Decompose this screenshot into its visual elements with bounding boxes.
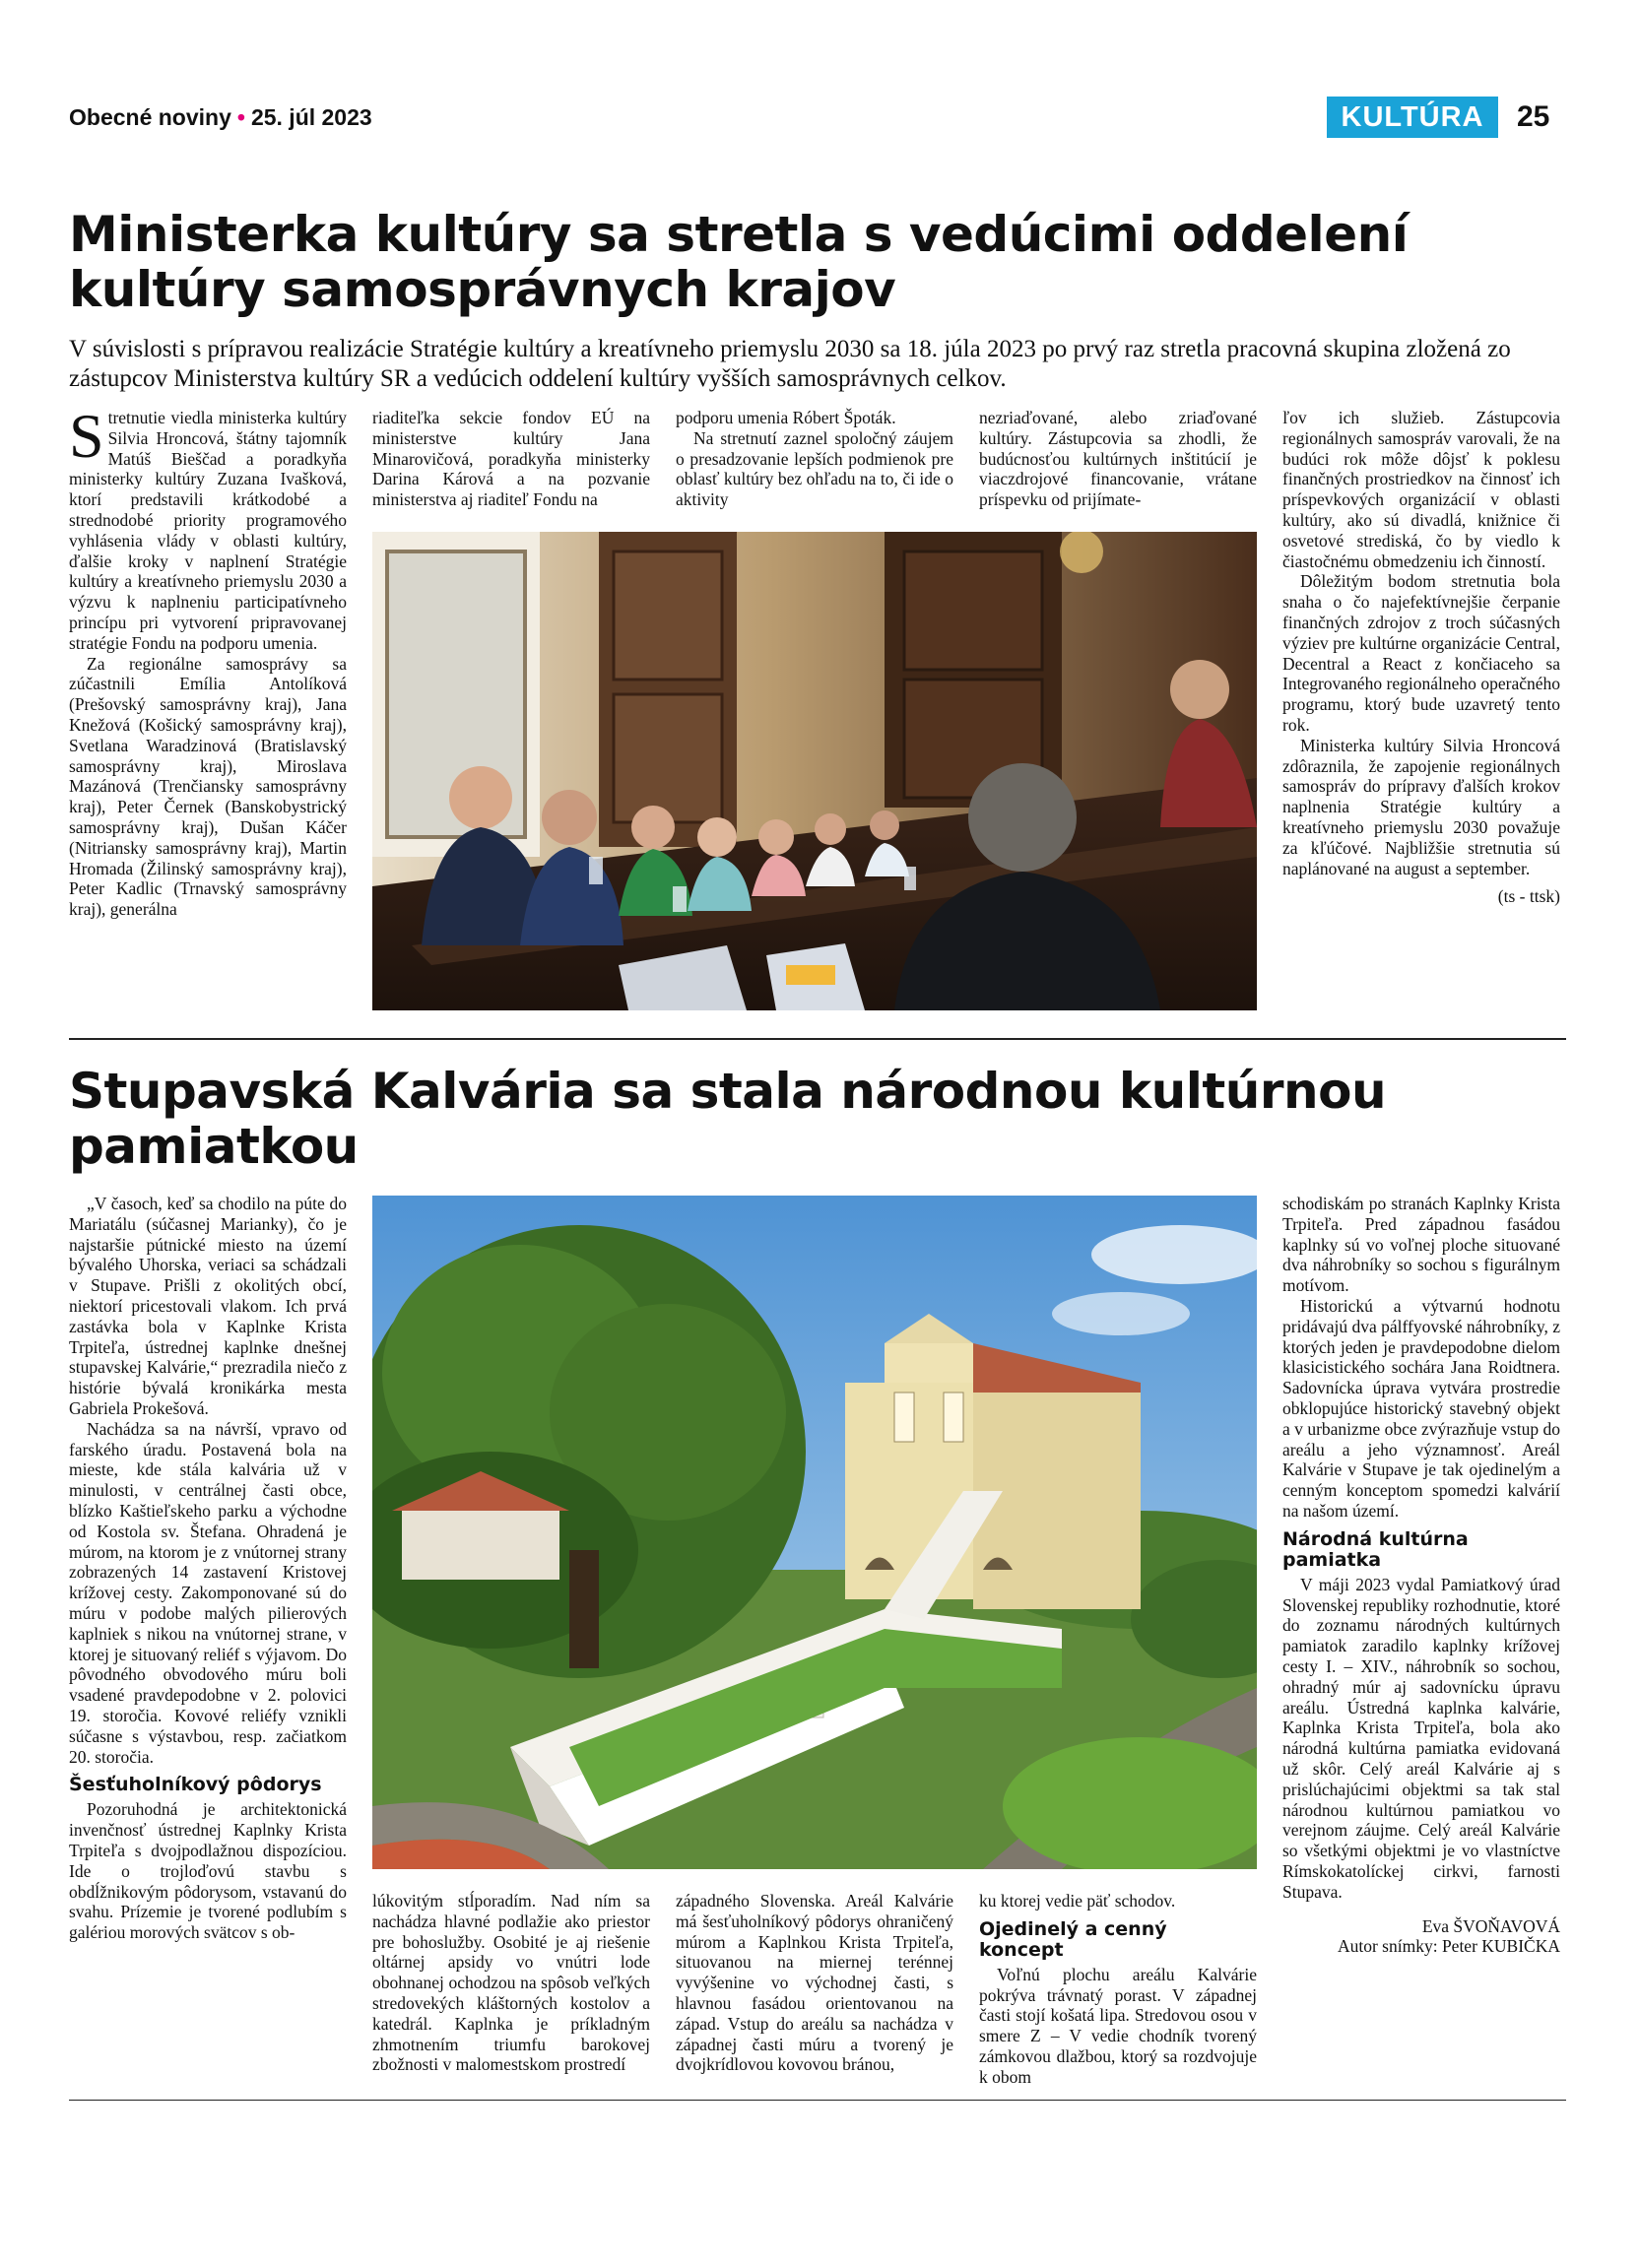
meeting-photo: [372, 532, 1257, 1010]
subheading: Šesťuholníkový pôdorys: [69, 1774, 322, 1796]
headline-line: kultúry samosprávnych krajov: [69, 261, 896, 318]
article2-headline: [69, 1064, 1566, 1174]
masthead: [69, 104, 372, 131]
paragraph: lúkovitým stĺporadím. Nad ním sa nachádza hlavné podlažie ako priestor pre bohoslužby. Osobité je aj riešenie oltárnej apsidy vo vnútri lode obohnanej ochodzou na spôsob veľkých stredovekých kláštorných kostolov a katedrál. Kaplnka je príkladným zhmotnením triumfu barokovej zbožnosti v malomestskom prostredí: [372, 1891, 650, 2075]
paragraph: ku ktorej vedie päť schodov.: [979, 1891, 1176, 1911]
drop-cap: S: [69, 401, 104, 471]
subheading: Ojedinelý a cenný koncept: [979, 1917, 1167, 1961]
article1-column-3: [676, 408, 953, 510]
subheading: Národná kultúrna pamiatka: [1282, 1527, 1469, 1571]
page-number: 25: [1517, 100, 1550, 133]
article1-column-5: [1282, 408, 1560, 907]
separator-dot: •: [236, 104, 245, 130]
photo-credit: Autor snímky: Peter KUBIČKA: [1337, 1936, 1560, 1957]
article1-column-4: [979, 408, 1257, 510]
paragraph: Dôležitým bodom stretnutia bola snaha o čo najefektívnejšie čerpanie finančných zdrojov z troch súčasných výziev pre kultúrne organizácie Central, Decentral a React z končiaceho sa Integrovaného regionálneho operačného programu, ktorý bude uzavretý tento rok.: [1282, 571, 1560, 735]
article1-column-2: [372, 408, 650, 510]
paragraph: Nachádza sa na návrší, vpravo od farského úradu. Postavená bola na mieste, kde stála kalvária už v minulosti, v centrálnej časti obce, blízko Kaštieľskeho parku a východne od Kostola sv. Štefana. Ohradená je múrom, na ktorom je z vnútornej strany zobrazených 14 zastavení Kristovej krížovej cesty. Zakomponované sú do múru v podobe malých pilierových kaplniek s nikou na vnútornej strane, v ktorej je situovaný reliéf s výjavom. Do pôvodného obvodového múru boli vsadené pravdepodobne v 2. polovici 19. storočia. Kovové reliéfy vznikli súčasne s výstavbou, resp. začiatkom 20. storočia.: [69, 1418, 347, 1767]
paragraph: Za regionálne samosprávy sa zúčastnili Emília Antolíková (Prešovský samosprávny kraj), Jana Knežová (Košický samosprávny kraj), Svetlana Waradzinová (Bratislavský samosprávny kraj), Miroslava Mazánová (Trenčiansky samosprávny kraj), Peter Černek (Banskobystrický samosprávny kraj), Dušan Káčer (Nitriansky samosprávny kraj), Martin Hromada (Žilinský samosprávny kraj), Peter Kadlic (Trnavský samosprávny kraj), generálna: [69, 653, 347, 920]
article1-column-1: [69, 401, 347, 920]
paragraph: Ministerka kultúry Silvia Hroncová zdôraznila, že zapojenie regionálnych samospráv do prípravy ďalších krokov naplnenia Stratégie kultúry a kreatívneho priemyslu 2030 považuje za kľúčové. Najbližšie stretnutia sú naplánované na august a september.: [1282, 735, 1560, 878]
paragraph: tretnutie viedla ministerka kultúry Silvia Hroncová, štátny tajomník Matúš Bieščad a poradkyňa ministerky kultúry Zuzana Ivašková, ktorí predstavili krátkodobé a strednodobé priority programového vyhlásenia vlády v oblasti kultúry, ďalšie kroky v naplnení Stratégie kultúry a kreatívneho priemyslu 2030 a výzvu k naplneniu participatívneho princípu pri vytvorení pripravovanej stratégie Fondu na podporu umenia.: [69, 408, 347, 653]
paragraph: „V časoch, keď sa chodilo na púte do Mariatálu (súčasnej Marianky), čo je najstaršie pútnické miesto na území bývalého Uhorska, veriaci sa schádzali v Stupave. Prišli z okolitých obcí, niektorí pricestovali vlakom. Ich prvá zastávka bola v Kaplnke Krista Trpiteľa, ústrednej kaplnke dnešnej stupavskej Kalvárie,“ prezradila niečo z histórie bývalá kronikárka mesta Gabriela Prokešová.: [69, 1194, 347, 1418]
footer-rule: [69, 2100, 1566, 2101]
meeting-photo-illustration: [372, 532, 1257, 1010]
kalvaria-photo: [372, 1196, 1257, 1869]
article2-column-4: [979, 1891, 1257, 2088]
paragraph: nezriaďované, alebo zriaďované kultúry. Zástupcovia sa zhodli, že budúcnosťou kultúrnych inštitúcií je viaczdrojové financovanie, vrátane príspevku od prijímate-: [979, 408, 1257, 510]
article1-headline: [69, 207, 1566, 317]
paragraph: schodiskám po stranách Kaplnky Krista Trpiteľa. Pred západnou fasádou kaplnky sú vo voľnej ploche situované dva náhrobníky so sochou s figurálnym motívom.: [1282, 1194, 1560, 1296]
section-tag: KULTÚRA: [1327, 97, 1498, 138]
article1-signature: (ts - ttsk): [1497, 886, 1560, 907]
article1-lead: V súvislosti s prípravou realizácie Stratégie kultúry a kreatívneho priemyslu 2030 sa 18. júla 2023 po prvý raz stretla pracovná skupina zložená zo zástupcov Ministerstva kultúry SR a vedúcich oddelení kultúry vyšších samosprávnych celkov.: [69, 336, 1511, 392]
article2-column-3: [676, 1891, 953, 2075]
headline-line: pamiatkou: [69, 1118, 359, 1175]
article2-column-1: [69, 1194, 347, 1943]
article2-column-5: [1282, 1194, 1560, 1957]
paragraph: ľov ich služieb. Zástupcovia regionálnych samospráv varovali, že na budúci rok môže dôjsť k poklesu finančných prostriedkov na činnosť ich príspevkových organizácií v oblasti kultúry, ako sú divadlá, knižnice či osvetové strediská, čo by viedlo k čiastočnému obmedzeniu ich činností.: [1282, 408, 1560, 571]
paragraph: Voľnú plochu areálu Kalvárie pokrýva trávnatý porast. V západnej časti stojí košatá lipa. Stredovou osou v smere Z – V vedie chodník tvorený zámkovou dlažbou, ktorý sa rozdvojuje k obom: [979, 1964, 1257, 2087]
article-divider: [69, 1038, 1566, 1040]
article2-author: Eva ŠVOŇAVOVÁ: [1421, 1915, 1560, 1936]
paragraph: Historickú a výtvarnú hodnotu pridávajú dva pálffyovské náhrobníky, z ktorých jeden je pravdepodobne dielom klasicistického sochára Jana Roidtnera. Sadovnícka úprava vytvára prostredie obklopujúce historický stavebný objekt a v urbanizme obce zvýrazňuje vstup do areálu a jeho významnosť. Areál Kalvárie v Stupave je tak ojedinelým a cenným konceptom spomedzi kalvárií na našom území.: [1282, 1295, 1560, 1521]
paragraph: Pozoruhodná je architektonická invenčnosť ústrednej Kaplnky Krista Trpiteľa s dvojpodlažnou dispozíciou. Ide o trojloďovú stavbu s obdĺžnikovým pôdorysom, vstavanú do svahu. Prízemie je tvorené podlubím s galériou morových svätcov s ob-: [69, 1799, 347, 1943]
kalvaria-photo-illustration: [372, 1196, 1257, 1869]
paper-name: Obecné noviny: [69, 104, 231, 130]
paragraph: riaditeľka sekcie fondov EÚ na ministerstve kultúry Jana Minarovičová, poradkyňa ministerky Darina Kárová a na pozvanie ministerstva aj riaditeľ Fondu na: [372, 408, 650, 510]
paragraph: západného Slovenska. Areál Kalvárie má šesťuholníkový pôdorys ohraničený múrom a Kaplnkou Krista Trpiteľa, situovanou na miernej terénnej vyvýšenine vo východnej časti, s hlavnou fasádou orientovanou na západ. Vstup do areálu sa nachádza v západnej časti múru a tvorený je dvojkrídlovou kovovou bránou,: [676, 1891, 953, 2075]
headline-line: Ministerka kultúry sa stretla s vedúcimi oddelení: [69, 206, 1409, 263]
issue-date: 25. júl 2023: [250, 104, 372, 130]
paragraph: V máji 2023 vydal Pamiatkový úrad Slovenskej republiky rozhodnutie, ktoré do zoznamu národných kultúrnych pamiatok zaradilo kaplnky krížovej cesty I. – XIV., náhrobník so sochou, ohradný múr aj sadovnícku úpravu areálu. Ústredná kaplnka kalvárie, Kaplnka Krista Trpiteľa, bola ako národná kultúrna pamiatka evidovaná už skôr. Celý areál Kalvárie aj s prislúchajúcimi objektmi sa tak stal národnou kultúrnou pamiatkou vo verejnom záujme. Celý areál Kalvárie so všetkými objektmi je vo vlastníctve Rímskokatolíckej cirkvi, farnosti Stupava.: [1282, 1574, 1560, 1902]
article2-column-2: [372, 1891, 650, 2075]
headline-line: Stupavská Kalvária sa stala národnou kultúrnou: [69, 1063, 1387, 1120]
paragraph: Na stretnutí zaznel spoločný záujem o presadzovanie lepších podmienok pre oblasť kultúry bez ohľadu na to, či ide o aktivity: [676, 427, 953, 510]
paragraph: podporu umenia Róbert Špoták.: [676, 408, 896, 427]
